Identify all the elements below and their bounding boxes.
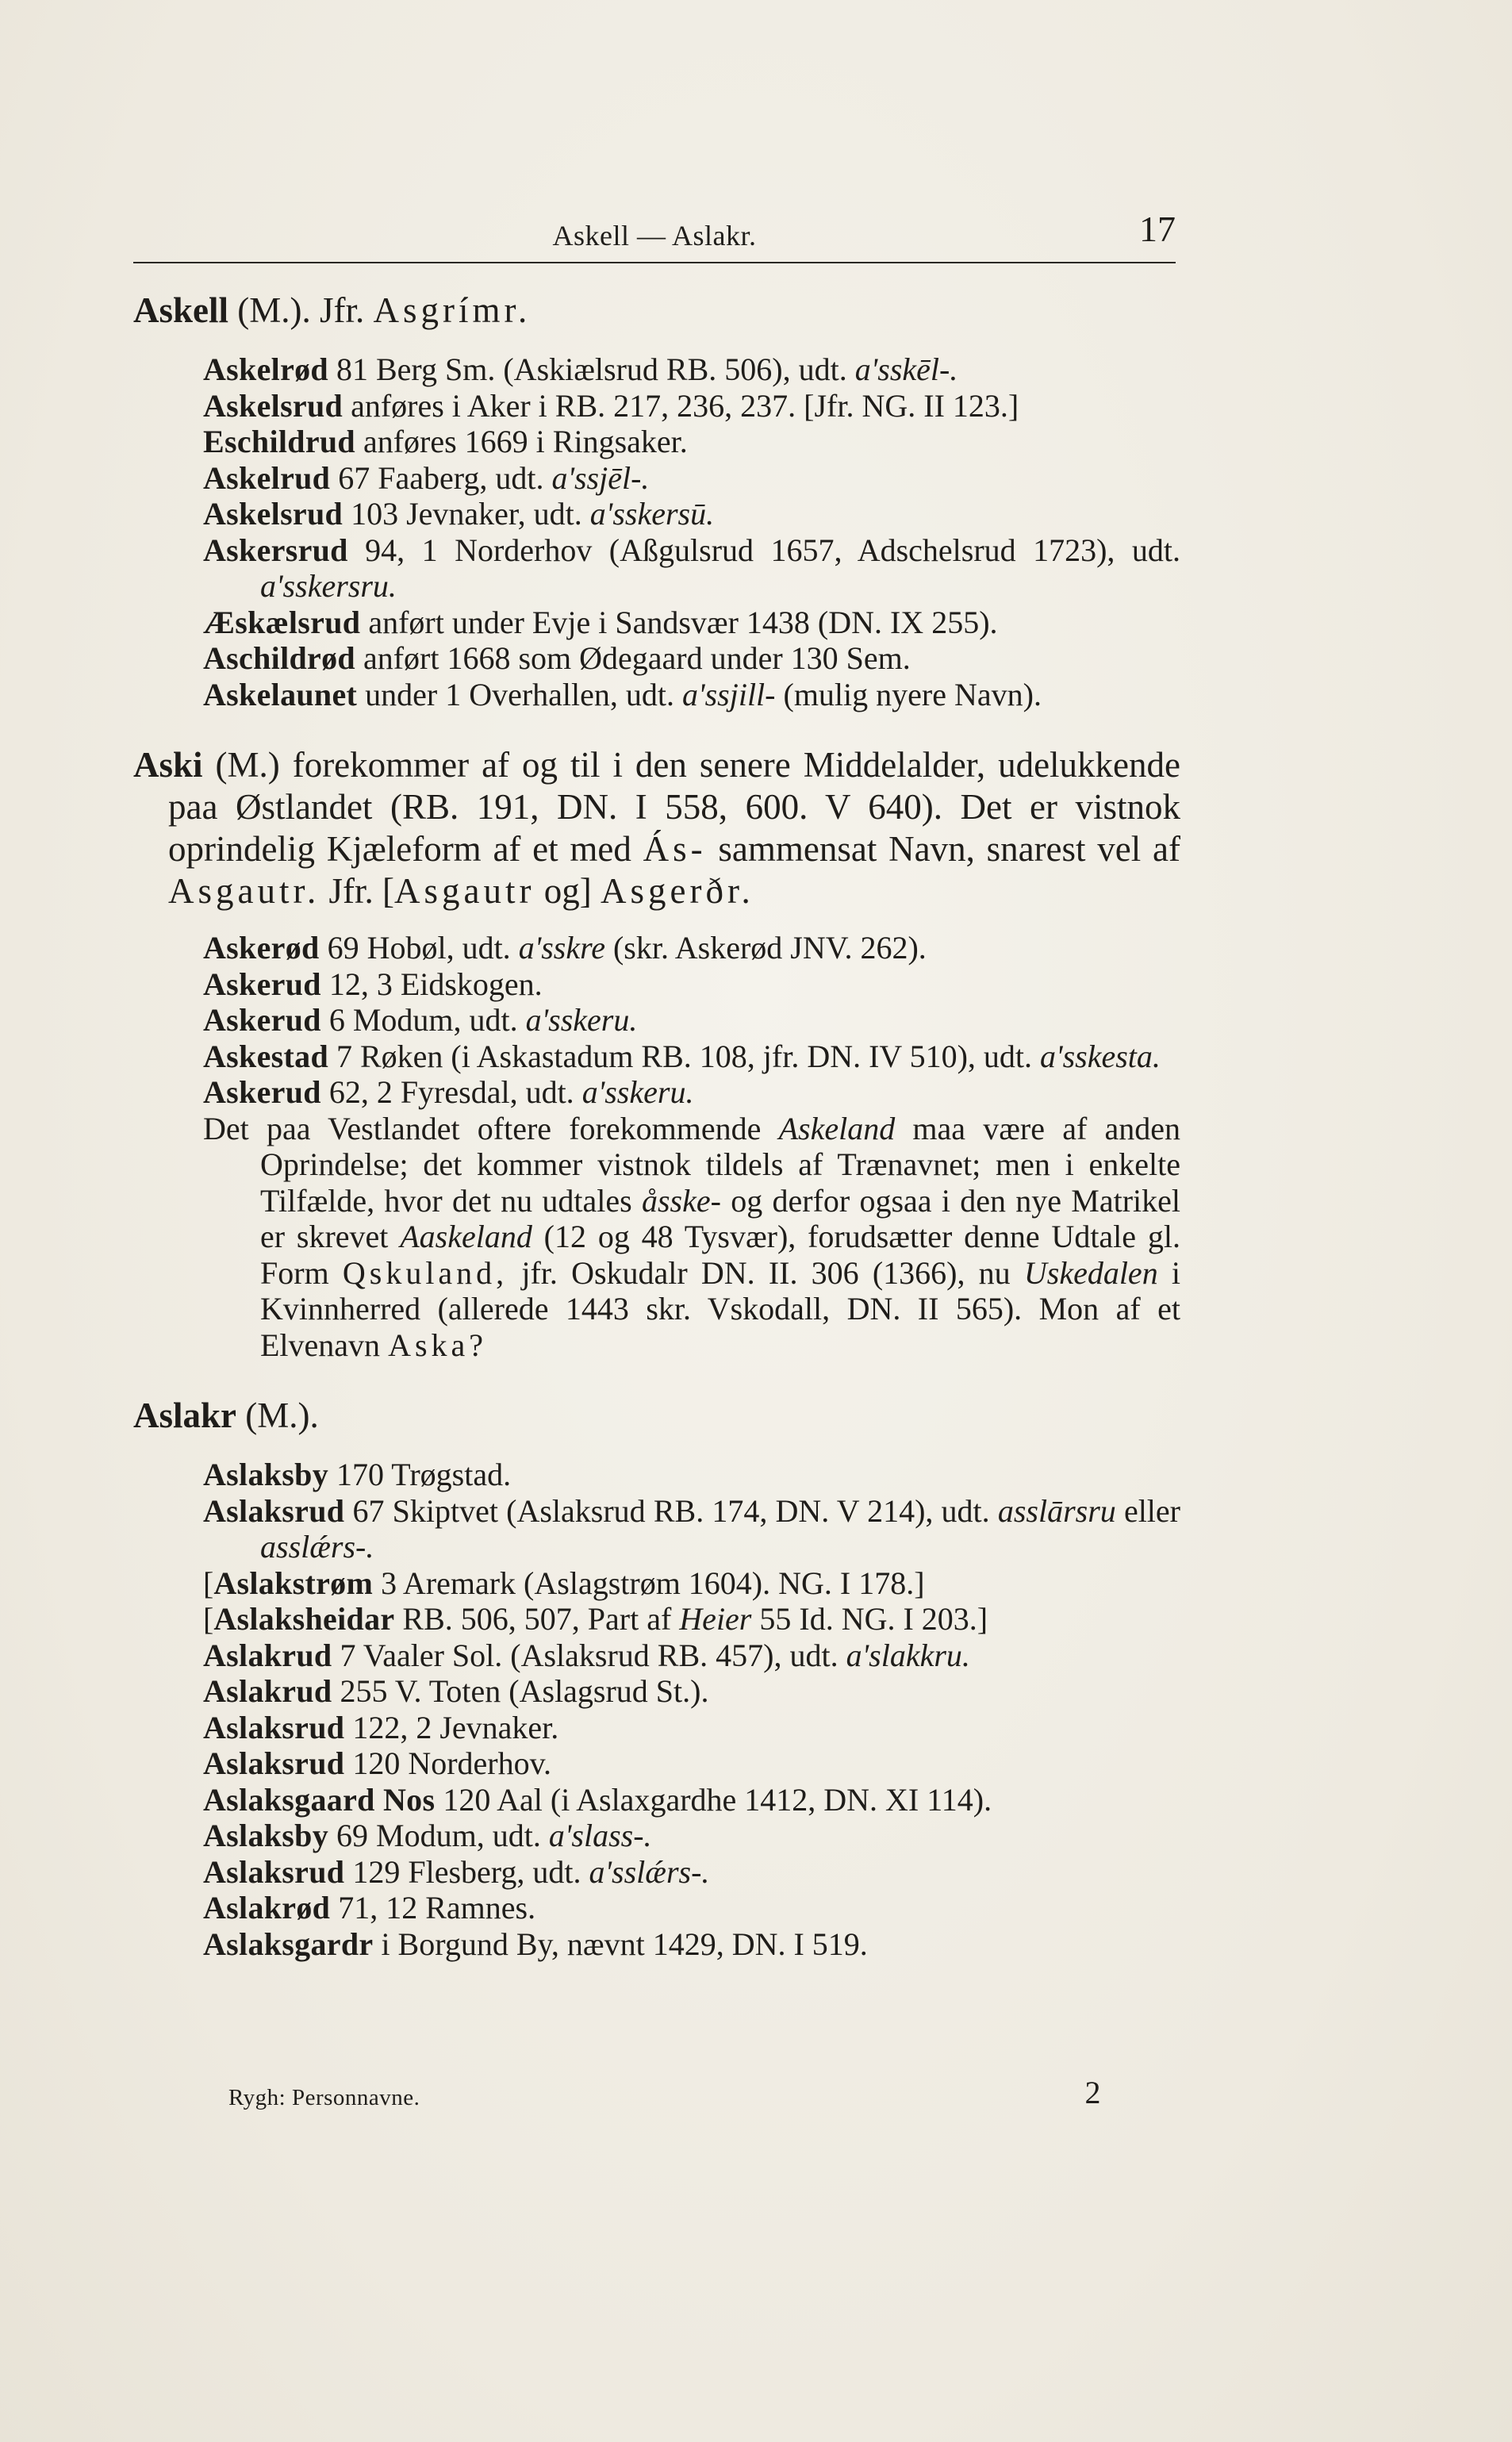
paragraph-text: sammensat Navn, snarest vel af xyxy=(706,829,1180,869)
entry-text: 120 Aal (i Aslaxgardhe 1412, DN. XI 114). xyxy=(435,1781,992,1818)
section-spacer xyxy=(133,1363,1180,1395)
entry-text: anført under Evje i Sandsvær 1438 (DN. IX 255). xyxy=(360,604,998,640)
entry-text: i Borgund By, nævnt 1429, DN. I 519. xyxy=(373,1926,868,1962)
entry-headword: Aslaksheidar xyxy=(213,1601,395,1637)
entry-text: (skr. Askerød JNV. 262). xyxy=(604,930,927,966)
entry-headword: Eschildrud xyxy=(203,424,355,459)
entry-text: 69 Modum, udt. xyxy=(328,1818,549,1853)
pronunciation: a'sskeru. xyxy=(581,1074,694,1110)
entry-text: eller xyxy=(1115,1492,1180,1529)
entry-headword: Askestad xyxy=(203,1038,328,1074)
entry xyxy=(203,1890,1180,1926)
entry xyxy=(203,930,1180,966)
entry-text: 6 Modum, udt. xyxy=(320,1002,526,1038)
entry-headword: Aschildrød xyxy=(203,640,355,676)
entry-text: 12, 3 Eidskogen. xyxy=(320,966,543,1002)
entry-text: 71, 12 Ramnes. xyxy=(330,1890,536,1926)
heading-text: (M.). xyxy=(236,1396,319,1435)
signature-mark: 2 xyxy=(1084,2075,1101,2110)
entry-headword: Askersrud xyxy=(203,532,348,568)
entry-list-aski xyxy=(133,930,1180,1363)
entry xyxy=(203,532,1180,605)
entry xyxy=(203,1782,1180,1818)
entry-headword: Aslaksrud xyxy=(203,1745,345,1781)
cross-reference: Asgautr xyxy=(394,871,535,911)
entry-headword: Aslakstrøm xyxy=(213,1565,374,1601)
entry-list-askell xyxy=(133,351,1180,712)
heading-text: (M.). Jfr. xyxy=(228,290,374,330)
entry-headword: Aslakrud xyxy=(203,1673,332,1709)
cross-reference: Asgautr. xyxy=(168,871,320,911)
section-paragraph-aski xyxy=(133,744,1180,912)
cross-reference: Asgrímr. xyxy=(373,290,532,330)
entry-headword: Aslaksgardr xyxy=(203,1926,374,1962)
entry xyxy=(203,496,1180,532)
entry-text: 7 Røken (i Askastadum RB. 108, jfr. DN. IV 510), udt. xyxy=(328,1038,1041,1074)
note-italic: Askeland xyxy=(778,1110,896,1146)
entry xyxy=(203,351,1180,388)
entry-text: RB. 506, 507, Part af xyxy=(394,1601,680,1637)
pronunciation: a'sskēl-. xyxy=(854,351,958,387)
main-text-column xyxy=(133,290,1180,1962)
entry-headword: Aslaksby xyxy=(203,1818,329,1853)
entry-text: (mulig nyere Navn). xyxy=(775,676,1042,712)
entry-headword: Aslakrød xyxy=(203,1890,331,1926)
cross-reference: Ás- xyxy=(643,829,707,869)
paragraph-text: Jfr. [ xyxy=(320,871,394,911)
entry xyxy=(203,1565,1180,1602)
note-text: (12 og 48 Tysvær), forudsætter denne Udtale gl. Form xyxy=(260,1219,1180,1291)
entry xyxy=(203,605,1180,641)
pronunciation: a'slakkru. xyxy=(846,1637,970,1673)
entry-text: 69 Hobøl, udt. xyxy=(319,930,519,966)
pronunciation: a'sskesta. xyxy=(1040,1038,1161,1074)
note-text: i Kvinnherred (allerede 1443 skr. Vskodall, DN. II 565). Mon af et Elvenavn xyxy=(260,1254,1180,1363)
pronunciation: a'sskersū. xyxy=(589,496,715,532)
entry xyxy=(203,1710,1180,1746)
entry-headword: Askelrød xyxy=(203,351,328,387)
entry-text: 3 Aremark (Aslagstrøm 1604). NG. I 178.] xyxy=(373,1565,925,1601)
entry-text: 55 Id. NG. I 203.] xyxy=(751,1601,988,1637)
entry xyxy=(203,966,1180,1003)
section-heading-aslakr xyxy=(133,1395,1180,1436)
note-italic: Uskedalen xyxy=(1023,1254,1158,1291)
entry-headword: Askerød xyxy=(203,930,320,966)
entry-text: 129 Flesberg, udt. xyxy=(344,1853,589,1890)
headword: Askell xyxy=(133,290,229,330)
pronunciation: a'sskre xyxy=(518,930,605,966)
entry-text: 81 Berg Sm. (Askiælsrud RB. 506), udt. xyxy=(328,351,855,387)
note-italic: åsske- xyxy=(641,1182,721,1219)
headword: Aslakr xyxy=(133,1396,237,1435)
note-text: maa være af anden Oprindelse; det kommer vistnok tildels af Trænavnet; men i enkelte Tilfælde, hvor det nu udtales xyxy=(260,1110,1180,1219)
entry-headword: Askerud xyxy=(203,1002,321,1038)
entry-text: anført 1668 som Ødegaard under 130 Sem. xyxy=(355,640,911,676)
footer-source: Rygh: Personnavne. xyxy=(228,2085,420,2110)
entry xyxy=(203,1638,1180,1674)
pronunciation: a'sskersru. xyxy=(260,568,397,604)
pronunciation: asslārsru xyxy=(997,1492,1116,1529)
page-footer xyxy=(228,2075,1101,2117)
note-text: jfr. Oskudalr DN. II. 306 (1366), nu xyxy=(508,1254,1024,1291)
entry-text: 7 Vaaler Sol. (Aslaksrud RB. 457), udt. xyxy=(332,1637,846,1673)
entry-text: anføres i Aker i RB. 217, 236, 237. [Jfr. NG. II 123.] xyxy=(343,387,1019,424)
entry-text: 67 Skiptvet (Aslaksrud RB. 174, DN. V 214), udt. xyxy=(344,1492,998,1529)
entry-text: 103 Jevnaker, udt. xyxy=(343,496,590,532)
entry xyxy=(203,1854,1180,1891)
entry-headword: Aslakrud xyxy=(203,1637,332,1673)
entry xyxy=(203,1601,1180,1638)
pronunciation: a'slass-. xyxy=(548,1818,652,1853)
paragraph-text: og] xyxy=(535,871,601,911)
entry-headword: Aslaksrud xyxy=(203,1492,345,1529)
entry-text: 62, 2 Fyresdal, udt. xyxy=(320,1074,582,1110)
note-text: og derfor ogsaa i den nye Matrikel er skrevet xyxy=(260,1182,1181,1254)
bracket: [ xyxy=(203,1565,214,1601)
entry xyxy=(203,1745,1180,1782)
entry xyxy=(203,1818,1180,1854)
entry-text: under 1 Overhallen, udt. xyxy=(357,676,683,712)
entry-headword: Askelaunet xyxy=(203,676,358,712)
pronunciation: a'sskeru. xyxy=(525,1002,638,1038)
entry-headword: Aslaksrud xyxy=(203,1709,345,1745)
entry xyxy=(203,640,1180,677)
pronunciation: a'sslǽrs-. xyxy=(589,1853,710,1890)
entry xyxy=(203,1493,1180,1565)
headword: Aski xyxy=(133,745,203,785)
note-italic: Aaskeland xyxy=(400,1219,532,1254)
entry xyxy=(203,1002,1180,1039)
note-paragraph xyxy=(203,1111,1180,1364)
entry-text: 122, 2 Jevnaker. xyxy=(344,1709,559,1745)
cross-reference: Asgerðr. xyxy=(600,871,754,911)
entry-text: 120 Norderhov. xyxy=(344,1745,552,1781)
section-spacer xyxy=(133,712,1180,744)
entry-headword: Aslaksrud xyxy=(203,1853,345,1890)
bracket: [ xyxy=(203,1601,214,1637)
entry xyxy=(203,1074,1180,1111)
entry xyxy=(203,460,1180,497)
page-number: 17 xyxy=(1139,209,1176,249)
entry xyxy=(203,1926,1180,1963)
section-heading-askell xyxy=(133,290,1180,331)
entry-headword: Askerud xyxy=(203,1074,321,1110)
paragraph-text: (M.) forekommer af og til i den senere Middelalder, udelukkende paa Østlandet (RB. 191, DN. I 558, 600. V 640). Det er vistnok oprindelig Kjæleform af et med xyxy=(168,745,1180,869)
entry-headword: Aslaksby xyxy=(203,1457,329,1492)
entry-text: 170 Trøgstad. xyxy=(328,1457,512,1492)
pronunciation: a'ssjēl-. xyxy=(551,459,650,496)
note-spaced: Aska? xyxy=(388,1327,488,1363)
entry xyxy=(203,1039,1180,1075)
entry-text: anføres 1669 i Ringsaker. xyxy=(355,424,688,459)
entry xyxy=(203,1457,1180,1493)
entry-text: 94, 1 Norderhov (Aßgulsrud 1657, Adschelsrud 1723), udt. xyxy=(347,532,1180,568)
pronunciation: Heier xyxy=(679,1601,752,1637)
entry-headword: Askelsrud xyxy=(203,387,343,424)
note-spaced: Qskuland, xyxy=(342,1254,508,1291)
pronunciation: asslǽrs-. xyxy=(260,1529,374,1565)
note-text: Det paa Vestlandet oftere forekommende xyxy=(203,1110,779,1146)
running-head xyxy=(133,209,1176,263)
entry xyxy=(203,424,1180,460)
entry xyxy=(203,677,1180,713)
entry xyxy=(203,388,1180,424)
entry-list-aslakr xyxy=(133,1457,1180,1962)
entry-headword: Askelsrud xyxy=(203,496,343,532)
pronunciation: a'ssjill- xyxy=(682,676,776,712)
entry-headword: Askerud xyxy=(203,966,321,1002)
entry-text: 67 Faaberg, udt. xyxy=(330,459,552,496)
entry-headword: Æskælsrud xyxy=(203,604,361,640)
entry-headword: Aslaksgaard Nos xyxy=(203,1781,436,1818)
entry xyxy=(203,1673,1180,1710)
entry-headword: Askelrud xyxy=(203,459,331,496)
entry-text: 255 V. Toten (Aslagsrud St.). xyxy=(332,1673,709,1709)
running-head-title: Askell — Aslakr. xyxy=(552,220,757,251)
